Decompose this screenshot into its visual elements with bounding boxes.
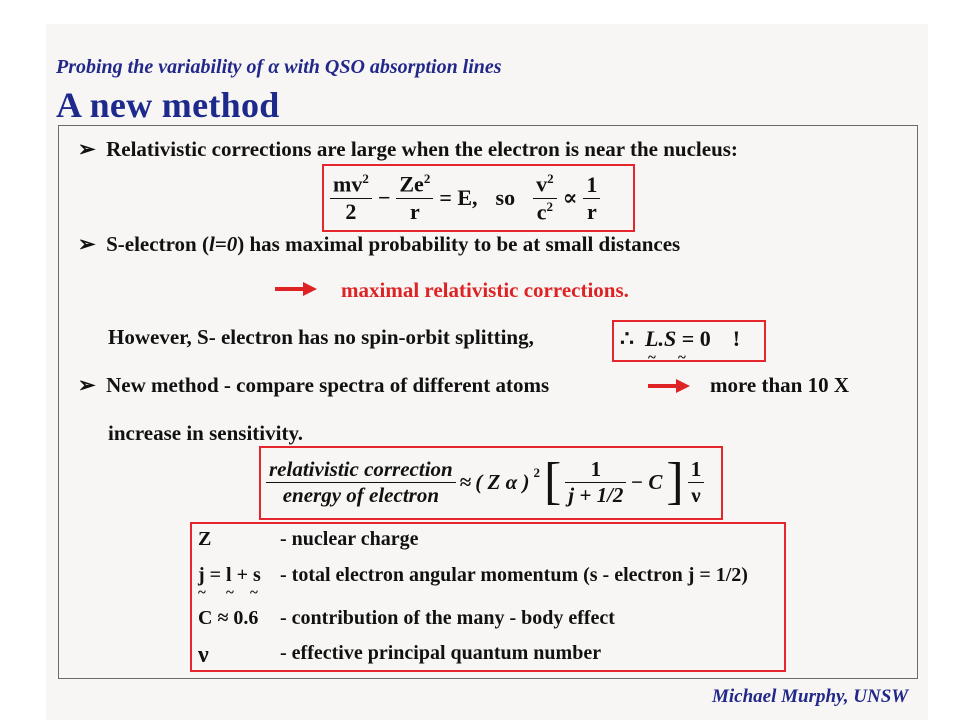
definition-row: Z - nuclear charge — [198, 528, 419, 550]
however-text: However, S- electron has no spin-orbit splitting, — [108, 325, 534, 349]
slide-subtitle: Probing the variability of α with QSO absorption lines — [56, 56, 502, 78]
tilde-mark: ~ — [250, 585, 258, 601]
increase-text: increase in sensitivity. — [108, 421, 304, 445]
energy-equation: $\frac{mv^2}{2}$ − $\frac{Ze^2}{r}$ = E, so $\frac{v^2}{c^2}$ ∝ $\frac{1}{r}$ — [330, 168, 600, 228]
ratio-equation: $\frac{\text{relativistic correction}}{\text{energy of electron}}$ ≈ ( Z α ) $^2$ [ $\frac{1}{j + 1/2}$ − C ] $\frac{1}{\nu}$ — [266, 450, 704, 514]
bullet-1: ➢ Relativistic corrections are large when the electron is near the nucleus: — [78, 137, 738, 161]
tilde-mark: ~ — [226, 585, 234, 601]
author-footer: Michael Murphy, UNSW — [712, 686, 909, 707]
maximal-corrections-text: maximal relativistic corrections. — [341, 278, 629, 302]
bullet-arrow-icon: ➢ — [78, 137, 96, 161]
red-arrow-icon — [646, 376, 692, 401]
ls-equation: ∴ L.S = 0 ! — [620, 326, 741, 351]
slide-title: A new method — [56, 85, 280, 125]
more-than-text: more than 10 X — [710, 373, 850, 397]
tilde-mark: ~ — [648, 350, 656, 366]
definition-row: C ≈ 0.6 - contribution of the many - body effect — [198, 607, 615, 629]
bullet-arrow-icon: ➢ — [78, 232, 96, 256]
red-arrow-icon — [273, 279, 319, 304]
bullet-arrow-icon: ➢ — [78, 373, 96, 397]
bullet-3: ➢ New method - compare spectra of different atoms — [78, 373, 550, 397]
bullet-2: ➢ S-electron (l=0) has maximal probability to be at small distances — [78, 232, 681, 256]
tilde-mark: ~ — [678, 350, 686, 366]
tilde-mark: ~ — [198, 585, 206, 601]
definition-row: j = l + s - total electron angular momentum (s - electron j = 1/2) — [198, 564, 748, 586]
definition-row: ν - effective principal quantum number — [198, 642, 602, 668]
